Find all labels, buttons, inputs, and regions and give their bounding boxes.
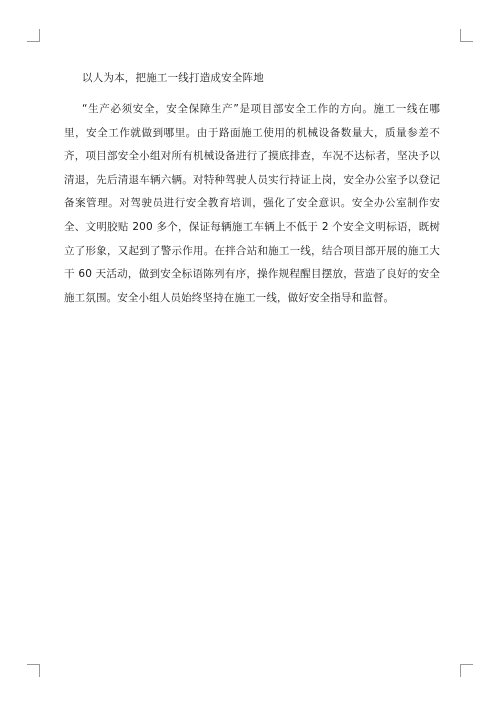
corner-mark-bottom-left: [27, 664, 40, 677]
corner-mark-top-right: [460, 29, 473, 42]
document-title: 以人为本，把施工一线打造成安全阵地: [82, 72, 264, 84]
corner-mark-bottom-right: [460, 664, 473, 677]
document-content: [64, 66, 440, 310]
document-body-paragraph: “生产必须安全，安全保障生产”是项目部安全工作的方向。施工一线在哪里，安全工作就做到哪里。由于路面施工使用的机械设备数量大，质量参差不齐，项目部安全小组对所有机械设备进行了摸底排查，车况不达标者，坚决予以清退，先后清退车辆六辆。对特种驾驶人员实行持证上岗，安全办公室予以登记备案管理。对驾驶员进行安全教育培训，强化了安全意识。安全办公室制作安全、文明胶贴 200 多个，保证每辆施工车辆上不低于 2 个安全文明标语，既树立了形象，又起到了警示作用。在拌合站和施工一线，结合项目部开展的施工大干 60 天活动，做到安全标语陈列有序，操作规程醒目摆放，营造了良好的安全施工氛围。安全小组人员始终坚持在施工一线，做好安全指导和监督。: [64, 103, 440, 304]
corner-mark-top-left: [27, 29, 40, 42]
